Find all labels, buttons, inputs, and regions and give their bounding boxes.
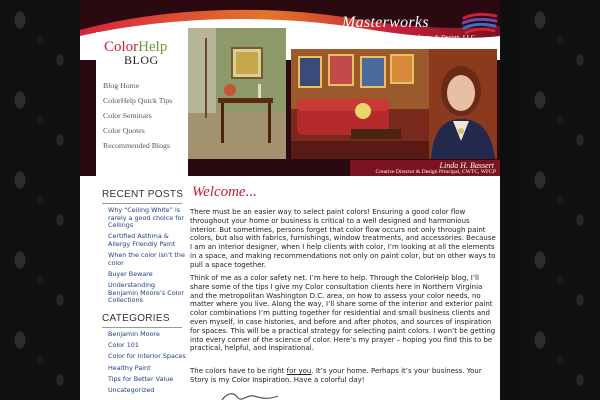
categories-divider [102, 327, 182, 328]
category-link[interactable]: Tips for Better Value [108, 374, 174, 383]
category-link[interactable]: Uncategorized [108, 385, 155, 394]
categories-heading: CATEGORIES [102, 313, 170, 324]
recent-post-link[interactable]: Why “Ceiling White” is rarely a good choice for Ceilings [108, 206, 184, 230]
brand-name: Masterworks [342, 14, 429, 31]
logo-word-color: Color [104, 39, 139, 55]
safety-net-paragraph: Think of me as a color safety net. I’m here to help. Through the ColorHelp blog, I’ll share some of the tips I give my Color consultation clients here in Northern Virginia and the metropolitan Washington D.C. area, on how to assess your color needs, no matter where you live. Along the way, I’ll share some of the interior and exterior paint color combinations I’m putting together for residential and small business clients and even myself, in case histories, and before and after photos, and sources of inspiration for spaces. This will be a practical strategy for selecting paint colors. I won’t be getting into every corner of the science of color. Here’s my prayer – hoping you find this to be practical, helpful, and inspirational. [190, 274, 496, 353]
colorhelp-logo[interactable] [104, 36, 167, 68]
nav-color-quotes[interactable]: Color Quotes [103, 126, 145, 135]
site-header [80, 0, 500, 176]
brush-strokes-icon [462, 12, 498, 36]
living-room-illustration [291, 49, 497, 159]
brand-logo[interactable] [342, 12, 498, 48]
closing-text-end: . It’s your home. Perhaps it’s your business. Your Story is my Color Inspiration. Have a colorful day! [190, 367, 482, 384]
designer-caption [350, 160, 500, 176]
sidebar [80, 176, 188, 400]
nav-quick-tips[interactable]: ColorHelp Quick Tips [103, 96, 173, 105]
hallway-illustration [188, 28, 286, 159]
main-content [190, 176, 496, 400]
main-nav [96, 78, 188, 153]
categories-list [108, 331, 186, 398]
intro-paragraph: There must be an easier way to select paint colors! Ensuring a good color flow throughout your home or business is critical to a well designed and harmonious interior. But sometimes, persons forget that color flow occurs not only through paint colors, but also with fabrics, furnishings, window treatments, and accessories. Because I am an interior designer, when I help clients with color, I’m looking at all the elements in a space, and making recommendations not only on paint color, but on other ways to pull a space together. [190, 208, 496, 269]
closing-text-underlined: for you [286, 367, 312, 375]
recent-post-link[interactable]: Certified Asthma & Allergy Friendly Paint [108, 232, 176, 248]
closing-text-start: The colors have to be right [190, 367, 287, 375]
welcome-heading: Welcome... [192, 184, 257, 200]
recent-post-link[interactable]: Buyer Beware [108, 269, 153, 278]
category-link[interactable]: Color for Interior Spaces [108, 352, 186, 361]
nav-blog-home[interactable]: Blog Home [103, 81, 140, 90]
recent-posts-divider [102, 203, 182, 204]
logo-word-help: Help [138, 39, 168, 55]
designer-name: Linda H. Bassert [439, 161, 494, 170]
living-room-portrait-photo [291, 49, 497, 159]
logo-word-blog: BLOG [124, 53, 159, 67]
recent-posts-list [108, 207, 186, 309]
signature-flourish-icon [220, 390, 280, 400]
category-link[interactable]: Healthy Paint [108, 363, 151, 372]
hallway-photo [188, 28, 286, 159]
page-container [80, 0, 500, 400]
nav-color-seminars[interactable]: Color Seminars [103, 111, 152, 120]
category-link[interactable]: Benjamin Moore [108, 330, 160, 338]
designer-title: Creative Director & Design Principal, CWTC, WFCP [375, 169, 496, 175]
brand-subtitle: Window Fashions & Design, LLC [386, 34, 476, 41]
nav-recommended-blogs[interactable]: Recommended Blogs [103, 141, 170, 150]
background-pattern-right [520, 0, 600, 400]
recent-post-link[interactable]: Understanding Benjamin Moore’s Color Collections [108, 281, 184, 305]
background-pattern-left [0, 0, 80, 400]
recent-posts-heading: RECENT POSTS [102, 189, 184, 200]
closing-paragraph [190, 367, 496, 385]
recent-post-link[interactable]: When the color isn’t the color [108, 251, 185, 267]
category-link[interactable]: Color 101 [108, 341, 139, 350]
